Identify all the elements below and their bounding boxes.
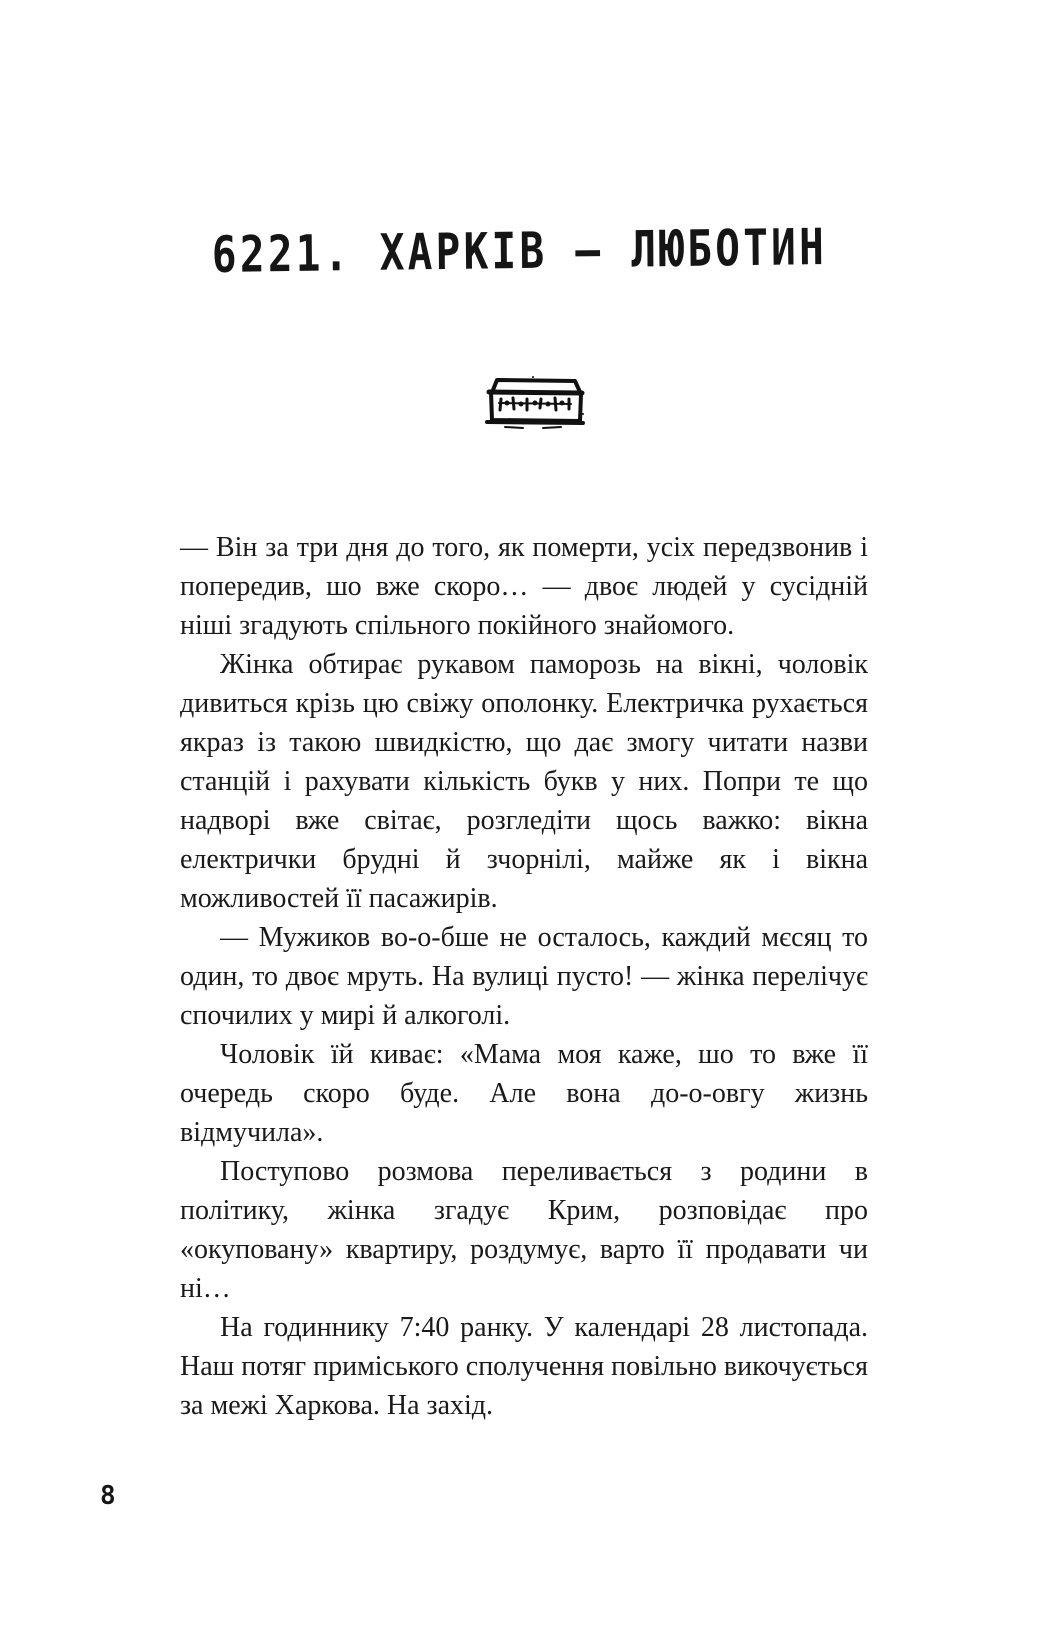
page-number: 8 [100, 1481, 116, 1511]
paragraph: Жінка обтирає рукавом паморозь на вікні, чоловік дивиться крізь цю свіжу ополонку. Електричка рухається якраз із такою швидкістю, що дає змогу читати назви станцій і рахувати кількість букв у них. Попри те що надворі вже світає, розгледіти щось важко: вікна електрички брудні й зчорнілі, майже як і вікна можливостей її пасажирів. [180, 649, 868, 914]
paragraph: Чоловік їй киває: «Мама моя каже, шо то вже її очередь скоро буде. Але вона до-о-овгу жизнь відмучила». [180, 1039, 868, 1148]
paragraph: — Він за три дня до того, як померти, усіх передзвонив і попередив, шо вже скоро… — двоє людей у сусідній ніші згадують спільного покійного знайомого. [180, 532, 868, 641]
paragraph: На годиннику 7:40 ранку. У календарі 28 листопада. Наш потяг приміського сполучення повільно викочується за межі Харкова. На захід. [180, 1312, 868, 1421]
paragraph: Поступово розмова переливається з родини в політику, жінка згадує Крим, розповідає про «окуповану» квартиру, роздумує, варто її продавати чи ні… [180, 1156, 868, 1304]
paragraph: — Мужиков во-о-бше не осталось, каждий мєсяц то один, то двоє мруть. На вулиці пусто! — жінка перелічує спочилих у мирі й алкоголі. [180, 922, 868, 1031]
body-text [180, 528, 868, 1425]
train-car-icon [483, 372, 587, 442]
chapter-title: 6221. ХАРКІВ — ЛЮБОТИН [211, 217, 828, 284]
